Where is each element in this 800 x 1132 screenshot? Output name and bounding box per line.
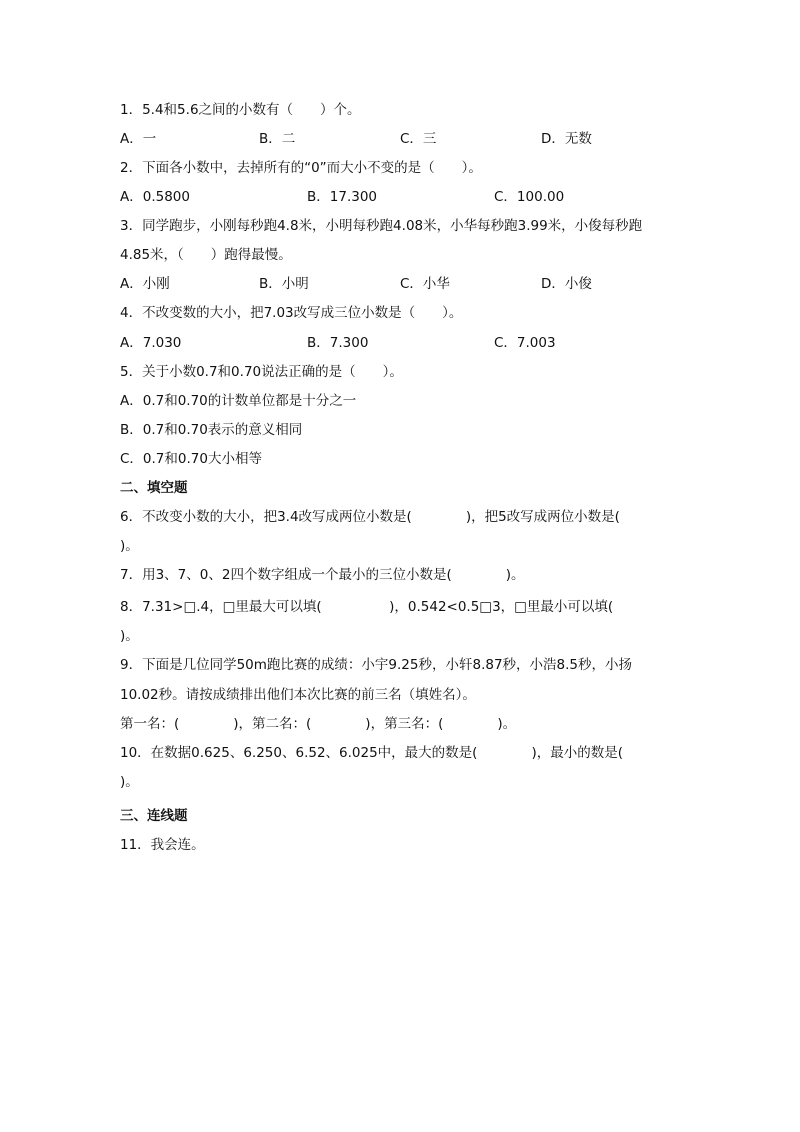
q5-option-b: B．0.7和0.70表示的意义相同 xyxy=(120,422,303,438)
q9-line1: 9．下面是几位同学50m跑比赛的成绩：小宇9.25秒，小轩8.87秒，小浩8.5秒，小扬 xyxy=(120,657,633,673)
q4-option-c: C．7.003 xyxy=(494,335,556,351)
q1-option-d: D．无数 xyxy=(541,131,592,147)
q2-option-a: A．0.5800 xyxy=(120,189,190,205)
q3-stem-line2: 4.85米，（ ）跑得最慢。 xyxy=(120,247,292,263)
q5-stem: 5．关于小数0.7和0.70说法正确的是（ ）。 xyxy=(120,364,403,380)
q11-text: 11．我会连。 xyxy=(120,837,205,853)
q3-option-a: A．小刚 xyxy=(120,276,170,292)
q1-option-a: A．一 xyxy=(120,131,157,147)
q8-line2: )。 xyxy=(120,628,139,644)
q2-option-c: C．100.00 xyxy=(494,189,565,205)
q3-option-b: B．小明 xyxy=(259,276,309,292)
q6-line2: )。 xyxy=(120,538,139,554)
section3-heading: 三、连线题 xyxy=(120,808,188,824)
q9-line3: 第一名：( )，第二名：( )，第三名：( )。 xyxy=(120,716,517,732)
q6-line1: 6．不改变小数的大小，把3.4改写成两位小数是( )，把5改写成两位小数是( xyxy=(120,509,620,525)
q2-stem: 2．下面各小数中，去掉所有的“0”而大小不变的是（ ）。 xyxy=(120,160,482,176)
q1-option-c: C．三 xyxy=(400,131,437,147)
q5-option-c: C．0.7和0.70大小相等 xyxy=(120,451,262,467)
q8-line1: 8．7.31>□.4，□里最大可以填( )，0.542<0.5□3，□里最小可以填( xyxy=(120,599,614,615)
q4-stem: 4．不改变数的大小，把7.03改写成三位小数是（ ）。 xyxy=(120,305,463,321)
q3-stem-line1: 3．同学跑步，小刚每秒跑4.8米，小明每秒跑4.08米，小华每秒跑3.99米，小俊每秒跑 xyxy=(120,218,643,234)
q3-option-d: D．小俊 xyxy=(541,276,592,292)
q2-option-b: B．17.300 xyxy=(307,189,377,205)
q4-option-a: A．7.030 xyxy=(120,335,182,351)
q10-line1: 10．在数据0.625、6.250、6.52、6.025中，最大的数是( )，最小的数是( xyxy=(120,745,623,761)
q5-option-a: A．0.7和0.70的计数单位都是十分之一 xyxy=(120,393,357,409)
q4-option-b: B．7.300 xyxy=(307,335,369,351)
q1-stem: 1．5.4和5.6之间的小数有（ ）个。 xyxy=(120,102,361,118)
q9-line2: 10.02秒。请按成绩排出他们本次比赛的前三名（填姓名）。 xyxy=(120,687,476,703)
section2-heading: 二、填空题 xyxy=(120,480,188,496)
q10-line2: )。 xyxy=(120,774,139,790)
q7-text: 7．用3、7、0、2四个数字组成一个最小的三位小数是( )。 xyxy=(120,567,525,583)
q1-option-b: B．二 xyxy=(259,131,296,147)
q3-option-c: C．小华 xyxy=(400,276,450,292)
